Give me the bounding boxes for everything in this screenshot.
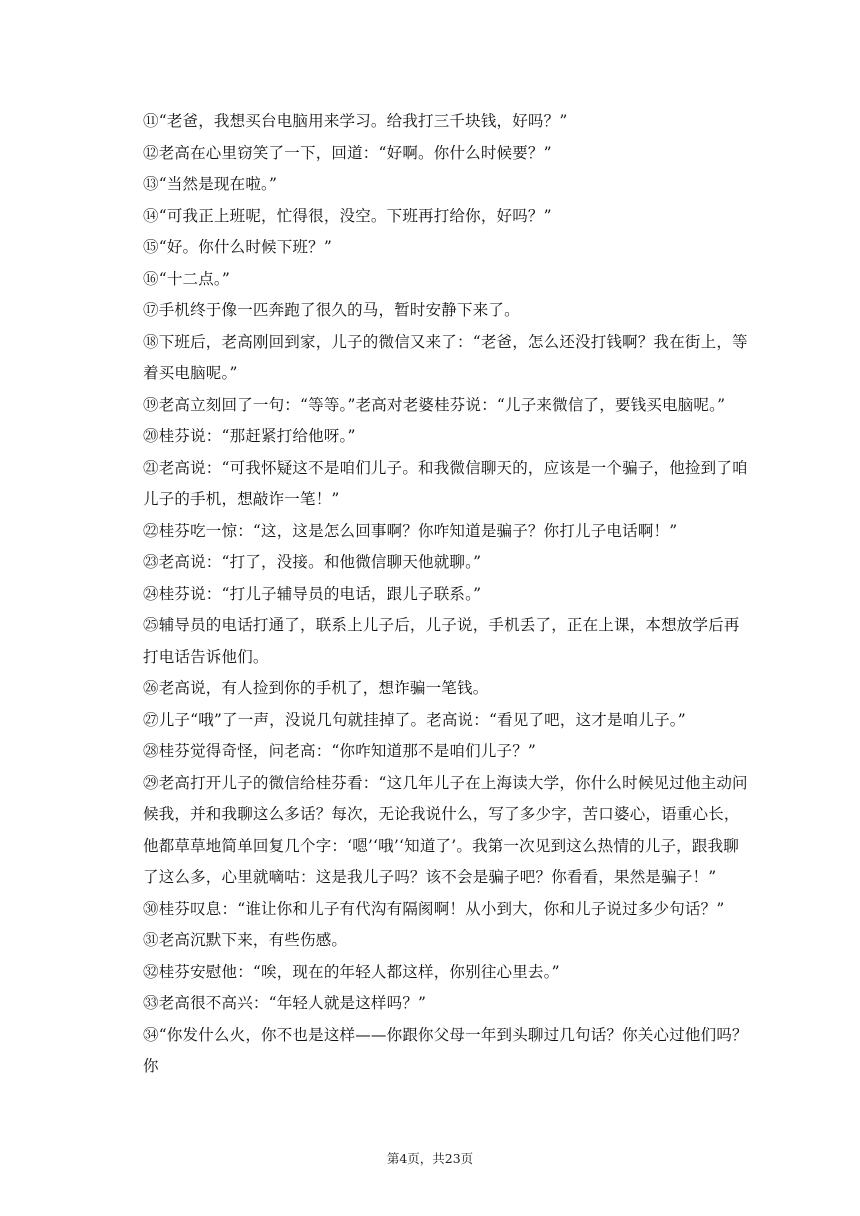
paragraph-34: ㉞“你发什么火，你不也是这样——你跟你父母一年到头聊过几句话？你关心过他们吗？你 (143, 1025, 748, 1075)
paragraph-27: ㉗儿子“哦”了一声，没说几句就挂掉了。老高说：“看见了吧，这才是咱儿子。” (143, 710, 686, 729)
paragraph-21: ㉑老高说：“可我怀疑这不是咱们儿子。和我微信聊天的，应该是一个骗子，他捡到了咱儿子的手机，想敲诈一笔！” (143, 458, 748, 508)
paragraph-29: ㉙老高打开儿子的微信给桂芬看：“这几年儿子在上海读大学，你什么时候见过他主动问候我，并和我聊这么多话？每次，无论我说什么，写了多少字，苦口婆心，语重心长，他都草草地简单回复几个字：‘嗯’‘哦’‘知道了’。我第一次见到这么热情的儿子，跟我聊了这么多，心里就嘀咕：这是我儿子吗？该不会是骗子吧？你看看，果然是骗子！” (143, 773, 748, 886)
paragraph-25: ㉕辅导员的电话打通了，联系上儿子后，儿子说，手机丢了，正在上课，本想放学后再打电话告诉他们。 (143, 616, 740, 666)
paragraph-30: ㉚桂芬叹息：“谁让你和儿子有代沟有隔阂啊！从小到大，你和儿子说过多少句话？” (143, 899, 725, 918)
paragraph-15: ⑮“好。你什么时候下班？” (143, 238, 332, 256)
paragraph-22: ㉒桂芬吃一惊：“这，这是怎么回事啊？你咋知道是骗子？你打儿子电话啊！” (143, 521, 678, 540)
paragraph-16: ⑯“十二点。” (143, 269, 230, 288)
paragraph-20: ⑳桂芬说：“那赶紧打给他呀。” (143, 427, 356, 445)
paragraph-33: ㉝老高很不高兴：“年轻人就是这样吗？” (143, 994, 427, 1012)
paragraph-17: ⑰手机终于像一匹奔跑了很久的马，暂时安静下来了。 (143, 301, 520, 319)
paragraph-18: ⑱下班后，老高刚回到家，儿子的微信又来了：“老爸，怎么还没打钱啊？我在街上，等着买电脑呢。” (143, 332, 748, 382)
paragraph-23: ㉓老高说：“打了，没接。和他微信聊天他就聊。” (143, 553, 482, 571)
paragraph-28: ㉘桂芬觉得奇怪，问老高：“你咋知道那不是咱们儿子？” (143, 742, 537, 760)
story-text (143, 106, 753, 1083)
paragraph-24: ㉔桂芬说：“打儿子辅导员的电话，跟儿子联系。” (143, 584, 482, 603)
page-number: 第4页，共23页 (386, 1151, 474, 1166)
paragraph-12: ⑫老高在心里窃笑了一下，回道：“好啊。你什么时候要？” (143, 143, 552, 162)
page-footer (0, 1149, 860, 1167)
paragraph-13: ⑬“当然是现在啦。” (143, 175, 278, 193)
paragraph-19: ⑲老高立刻回了一句：“等等。”老高对老婆桂芬说：“儿子来微信了，要钱买电脑呢。” (143, 395, 726, 414)
paragraph-32: ㉜桂芬安慰他：“唉，现在的年轻人都这样，你别往心里去。” (143, 962, 560, 981)
paragraph-26: ㉖老高说，有人捡到你的手机了，想诈骗一笔钱。 (143, 679, 489, 697)
paragraph-14: ⑭“可我正上班呢，忙得很，没空。下班再打给你，好吗？” (143, 206, 552, 225)
paragraph-11: ⑪“老爸，我想买台电脑用来学习。给我打三千块钱，好吗？” (143, 112, 568, 130)
paragraph-31: ㉛老高沉默下来，有些伤感。 (143, 931, 348, 949)
